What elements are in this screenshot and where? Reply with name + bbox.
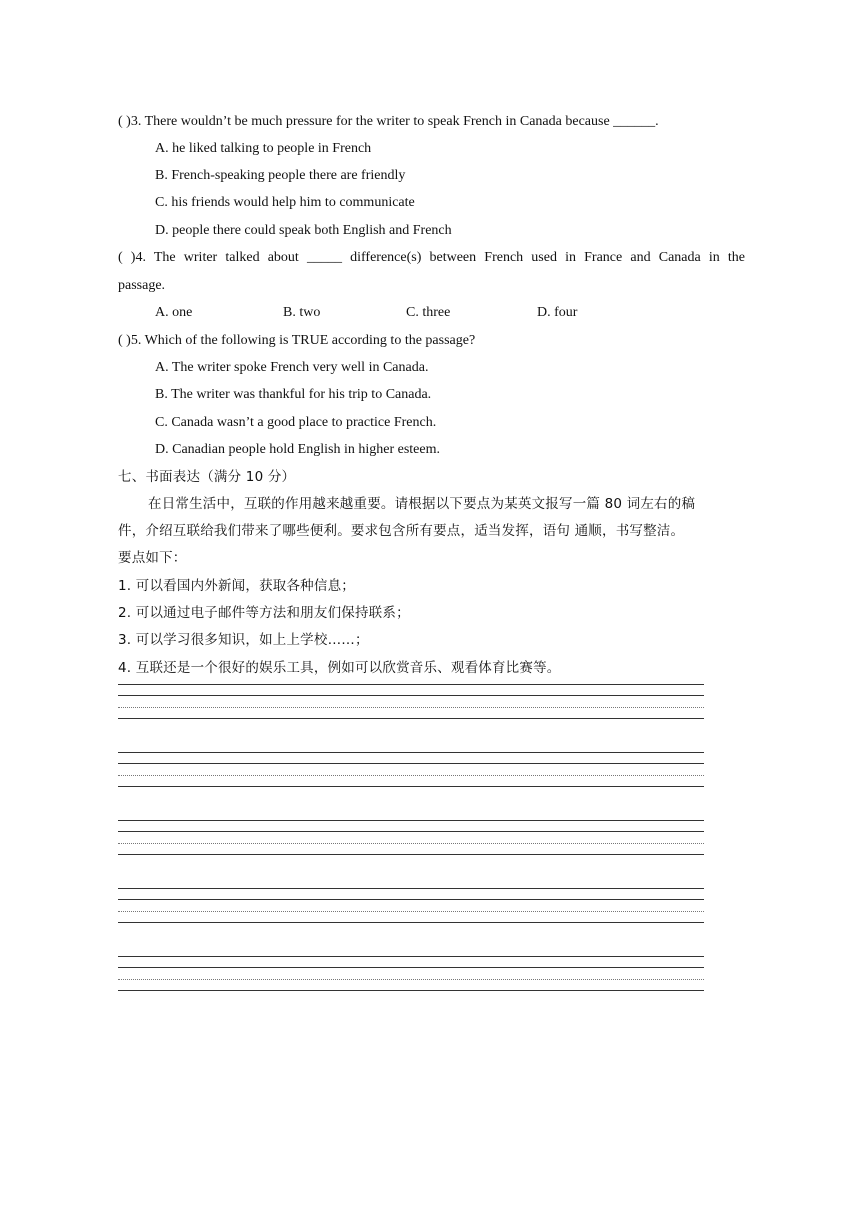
writing-section-heading: 七、书面表达（满分 10 分） <box>118 469 296 485</box>
guide-line <box>118 695 704 696</box>
question-5-option-b: B. The writer was thankful for his trip to Canada. <box>155 387 432 402</box>
question-5-option-c: C. Canada wasn’t a good place to practice French. <box>155 415 437 430</box>
writing-line-group[interactable] <box>118 956 704 992</box>
question-4-options <box>155 304 715 322</box>
question-5-option-a: A. The writer spoke French very well in Canada. <box>155 360 429 375</box>
guide-line <box>118 831 704 832</box>
guide-line <box>118 956 704 957</box>
guide-line <box>118 707 704 708</box>
writing-line-group[interactable] <box>118 752 704 788</box>
guide-line <box>118 820 704 821</box>
question-4-option-d: D. four <box>537 305 578 320</box>
writing-answer-area[interactable] <box>118 684 704 994</box>
guide-line <box>118 922 704 923</box>
writing-intro-line-2: 件，介绍互联给我们带来了哪些便利。要求包含所有要点，适当发挥，语句 通顺，书写整洁。 <box>118 523 685 539</box>
writing-point-4: 4. 互联还是一个很好的娱乐工具，例如可以欣赏音乐、观看体育比赛等。 <box>118 660 561 676</box>
guide-line <box>118 899 704 900</box>
question-3-option-b: B. French-speaking people there are friendly <box>155 168 406 183</box>
question-4-stem-continued: passage. <box>118 278 166 293</box>
question-4-option-b: B. two <box>283 305 321 320</box>
writing-point-1: 1. 可以看国内外新闻，获取各种信息； <box>118 578 355 594</box>
question-4-option-c: C. three <box>406 305 451 320</box>
guide-line <box>118 775 704 776</box>
question-stem: The writer talked about _____ difference(s) between French used in France and Canada in the <box>153 250 745 265</box>
question-5 <box>118 332 475 350</box>
question-3-option-c: C. his friends would help him to communicate <box>155 195 415 210</box>
question-3-option-d: D. people there could speak both English and French <box>155 223 452 238</box>
question-4 <box>118 249 745 267</box>
answer-bracket: ( )5. <box>118 333 145 348</box>
guide-line <box>118 763 704 764</box>
guide-line <box>118 752 704 753</box>
question-5-option-d: D. Canadian people hold English in higher esteem. <box>155 442 440 457</box>
guide-line <box>118 967 704 968</box>
answer-bracket: ( )3. <box>118 114 145 129</box>
question-stem: There wouldn’t be much pressure for the writer to speak French in Canada because ______. <box>144 114 659 129</box>
writing-line-group[interactable] <box>118 684 704 720</box>
question-3-option-a: A. he liked talking to people in French <box>155 141 372 156</box>
guide-line <box>118 786 704 787</box>
writing-intro-line-1: 在日常生活中，互联的作用越来越重要。请根据以下要点为某英文报写一篇 80 词左右的稿 <box>148 496 696 512</box>
guide-line <box>118 990 704 991</box>
guide-line <box>118 979 704 980</box>
writing-point-3: 3. 可以学习很多知识，如上上学校……； <box>118 632 369 648</box>
answer-bracket: ( )4. <box>118 250 154 265</box>
guide-line <box>118 843 704 844</box>
guide-line <box>118 888 704 889</box>
writing-line-group[interactable] <box>118 888 704 924</box>
question-4-option-a: A. one <box>155 305 193 320</box>
guide-line <box>118 854 704 855</box>
writing-line-group[interactable] <box>118 820 704 856</box>
question-stem: Which of the following is TRUE according to the passage? <box>144 333 476 348</box>
writing-intro-line-3: 要点如下： <box>118 550 187 566</box>
question-3 <box>118 113 659 131</box>
guide-line <box>118 911 704 912</box>
guide-line <box>118 684 704 685</box>
guide-line <box>118 718 704 719</box>
writing-point-2: 2. 可以通过电子邮件等方法和朋友们保持联系； <box>118 605 410 621</box>
